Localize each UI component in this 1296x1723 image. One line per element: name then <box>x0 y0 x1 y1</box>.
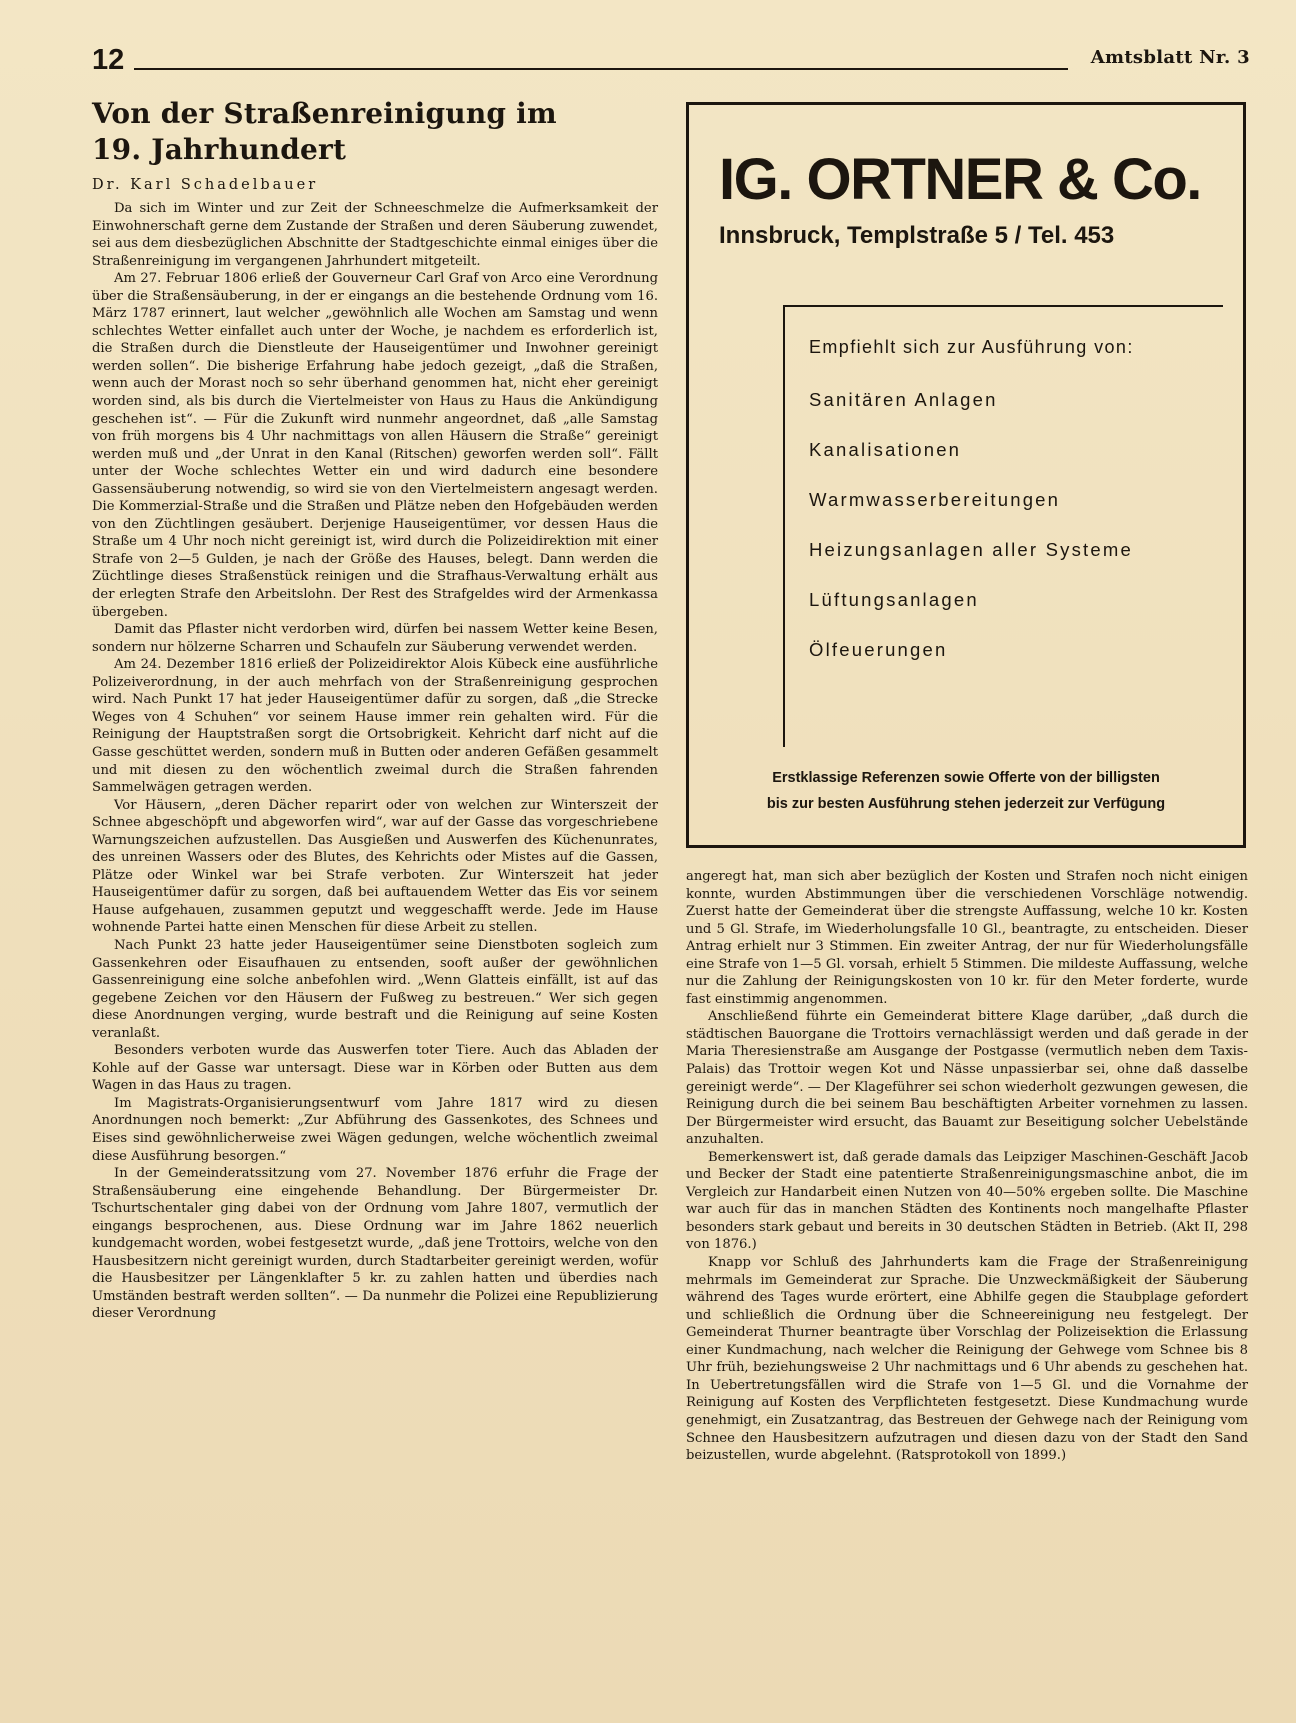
ad-address: Innsbruck, Templstraße 5 / Tel. 453 <box>719 222 1115 249</box>
article-paragraph: Anschließend führte ein Gemeinderat bittere Klage darüber, „daß durch die städtischen Bauorgane die Trottoirs vernachlässigt werden und daß gerade in der Maria Theresienstraße am Ausgange der Postgasse (vermutlich neben dem Taxis-Palais) das Trottoir wegen Kot und Nässe unpassierbar sei, ohne daß dasselbe gereinigt werde“. — Der Klageführer sei schon wiederholt gezwungen gewesen, die Reinigung durch die bei seinem Bau beschäftigten Arbeiter vornehmen zu lassen. Der Bürgermeister wird ersucht, das Bauamt zur Beseitigung solcher Uebelstände anzuhalten. <box>686 1009 1248 1148</box>
article-paragraph: Bemerkenswert ist, daß gerade damals das Leipziger Maschinen-Geschäft Jacob und Becker der Stadt eine patentierte Straßenreinigungsmaschine anbot, die im Vergleich zur Handarbeit einen Nutzen von 40—50% ergeben sollte. Die Maschine war auch für das in manchen Städten des Kontinents noch mangelhafte Pflaster besonders stark gebaut und bereits in 30 deutschen Städten in Betrieb. (Akt II, 298 von 1876.) <box>686 1149 1248 1253</box>
ad-service-item: Warmwasserbereitungen <box>809 489 1061 510</box>
ad-service-item: Heizungsanlagen aller Systeme <box>809 539 1133 560</box>
article-paragraph: Am 24. Dezember 1816 erließ der Polizeidirektor Alois Kübeck eine ausführliche Polizeiverordnung, in der auch mehrfach von der Straßenreinigung gesprochen wird. Nach Punkt 17 hat jeder Hauseigentümer dafür zu sorgen, daß „die Strecke Weges von 4 Schuhen“ vor seinem Hause immer rein gehalten wird. Für die Reinigung der Hauptstraßen sorgt die Ortsobrigkeit. Kehricht darf nicht auf die Gasse geschüttet werden, sondern muß in Butten oder anderen Gefäßen gesammelt und mit diesen zu den wöchentlich zweimal durch die Straßen fahrenden Sammelwägen getragen werden. <box>92 657 658 796</box>
article-paragraph: Vor Häusern, „deren Dächer reparirt oder von welchen zur Winterszeit der Schnee abgeschöpft und abgeworfen wird“, war auf der Gasse das vorgeschriebene Warnungszeichen aufzustellen. Das Ausgießen und Auswerfen des Küchenunrates, des unreinen Wassers oder des Blutes, des Kehrichts oder Mistes auf die Gassen, Plätze oder Winkel war bei Strafe verboten. Zur Winterszeit hat jeder Hauseigentümer dafür zu sorgen, daß bei auftauendem Wetter das Eis vor seinem Hause aufgehauen, zusammen geputzt und weggeschafft werde. Jede im Hause wohnende Partei hatte einen Menschen für diese Arbeit zu stellen. <box>92 797 658 936</box>
article-paragraph: In der Gemeinderatssitzung vom 27. November 1876 erfuhr die Frage der Straßensäuberung eine eingehende Behandlung. Der Bürgermeister Dr. Tschurtschentaler ging dabei von der Ordnung vom Jahre 1807, vermutlich der eingangs besprochenen, aus. Diese Ordnung war im Jahre 1862 neuerlich kundgemacht worden, wobei festgesetzt wurde, „daß jene Trottoirs, welche von den Hausbesitzern nicht gereinigt wurden, durch Stadtarbeiter gereinigt werden, wofür die Hausbesitzer per Längenklafter 5 kr. zu zahlen hatten und überdies nach Umständen bestraft werden sollten“. — Da nunmehr die Polizei eine Republizierung dieser Verordnung <box>92 1166 658 1322</box>
ad-service-item: Kanalisationen <box>809 439 962 460</box>
article-paragraph: Nach Punkt 23 hatte jeder Hauseigentümer seine Dienstboten sogleich zum Gassenkehren oder Eisaufhauen zu entsenden, sooft außer der gewöhnlichen Gassenreinigung eine solche anbefohlen wird. „Wenn Glatteis einfällt, ist auf das gegebene Zeichen vor den Häusern der Fußweg zu bestreuen.“ Wer sich gegen diese Anordnungen verging, wurde bestraft und die Reinigung auf seine Kosten veranlaßt. <box>92 937 658 1041</box>
article-left-column <box>92 96 658 1323</box>
article-body-left <box>92 200 658 1323</box>
article-paragraph: Im Magistrats-Organisierungsentwurf vom Jahre 1817 wird zu diesen Anordnungen noch bemerkt: „Zur Abführung des Gassenkotes, des Schnees und Eises sind gewöhnlicherweise zwei Wägen gedungen, welche wöchentlich zweimal diese Ausführung besorgen.“ <box>92 1095 658 1164</box>
article-body-right <box>686 868 1248 1465</box>
article-title <box>92 96 658 168</box>
ad-company-name: IG. ORTNER & Co. <box>719 147 1201 212</box>
article-title-line-1: Von der Straßenreinigung im <box>92 97 557 130</box>
ad-service-item: Lüftungsanlagen <box>809 589 979 610</box>
page-number: 12 <box>92 44 125 76</box>
ad-intro: Empfiehlt sich zur Ausführung von: <box>809 337 1134 357</box>
article-title-line-2: 19. Jahrhundert <box>92 133 347 166</box>
article-paragraph: angeregt hat, man sich aber bezüglich der Kosten und Strafen noch nicht einigen konnte, wurden Abstimmungen über die verschiedenen Vorschläge notwendig. Zuerst hatte der Gemeinderat über die strengste Auffassung, welche 10 kr. Kosten und 5 Gl. Strafe, im Wiederholungsfalle 10 Gl., beantragte, zu entscheiden. Dieser Antrag erhielt nur 3 Stimmen. Ein zweiter Antrag, der nur für Wiederholungsfälle eine Strafe von 1—5 Gl. vorsah, erhielt 5 Stimmen. Die mildeste Auffassung, welche nur die Zahlung der Reinigungskosten von 10 kr. für den Meter forderte, wurde fast einstimmig angenommen. <box>686 869 1248 1007</box>
article-paragraph: Besonders verboten wurde das Auswerfen toter Tiere. Auch das Abladen der Kohle auf der Gasse war untersagt. Diese war in Körben oder Butten aus dem Wagen in das Haus zu tragen. <box>92 1043 658 1094</box>
page-header <box>92 44 1250 78</box>
article-author: Dr. Karl Schadelbauer <box>92 177 319 193</box>
article-paragraph: Am 27. Februar 1806 erließ der Gouverneur Carl Graf von Arco eine Verordnung über die Straßensäuberung, in der er eingangs an die bestehende Ordnung vom 16. März 1787 erinnert, laut welcher „gewöhnlich alle Wochen am Samstag und wenn schlechtes Wetter einfallet auch unter der Woche, je nachdem es erforderlich ist, die Straßen durch die Dienstleute der Hauseigentümer und Inwohner gereinigt werden sollen“. Die bisherige Erfahrung habe jedoch gezeigt, „daß die Straßen, wenn auch der Morast noch so sehr überhand genommen hat, nicht eher gereinigt worden sind, als bis durch die Viertelmeister von Haus zu Haus die Ankündigung geschehen ist“. — Für die Zukunft wird nunmehr angeordnet, daß „alle Samstag von früh morgens bis 4 Uhr nachmittags von allen Häusern die Straße“ gereinigt werden muß und „der Unrat in den Kanal (Ritschen) geworfen werden soll“. Fällt unter der Woche schlechtes Wetter ein und wird dadurch eine besondere Gassensäuberung notwendig, so wird sie von den Viertelmeistern angesagt werden. Die Kommerzial-Straße und die Straßen und Plätze neben den Hofgebäuden werden von den Züchtlingen gesäubert. Derjenige Hauseigentümer, vor dessen Haus die Straße um 4 Uhr noch nicht gereinigt ist, wird durch die Polizeidirektion mit einer Strafe von 2—5 Gulden, je nach der Größe des Hauses, belegt. Dann werden die Züchtlinge dieses Straßenstück reinigen und die Strafhaus-Verwaltung erhält aus der erlegten Strafe den Arbeitslohn. Der Rest des Strafgeldes wird der Armenkassa übergeben. <box>92 271 658 620</box>
article-paragraph: Knapp vor Schluß des Jahrhunderts kam die Frage der Straßenreinigung mehrmals im Gemeinderat zur Sprache. Die Unzweckmäßigkeit der Säuberung während des Tages wurde erörtert, eine Abhilfe gegen die Staubplage gefordert und schließlich die Ordnung über die Schneereinigung neu festgelegt. Der Gemeinderat Thurner beantragte über Vorschlag der Polizeisektion die Erlassung einer Kundmachung, nach welcher die Reinigung der Gehwege vom Schnee bis 8 Uhr früh, beziehungsweise 2 Uhr nachmittags und 6 Uhr abends zu geschehen hat. In Uebertretungsfällen wird die Strafe von 1—5 Gl. und die Vornahme der Reinigung auf Kosten des Verpflichteten festgesetzt. Diese Kundmachung wurde genehmigt, ein Zusatzantrag, das Bestreuen der Gehwege nach der Reinigung vom Schnee den Hausbesitzern aufzutragen und diesen dazu von der Stadt den Sand beizustellen, wurde abgelehnt. (Ratsprotokoll von 1899.) <box>686 1255 1248 1464</box>
ad-service-item: Sanitären Anlagen <box>809 389 998 410</box>
ad-service-item: Ölfeuerungen <box>809 639 948 660</box>
article-paragraph: Da sich im Winter und zur Zeit der Schneeschmelze die Aufmerksamkeit der Einwohnerschaft gerne dem Zustande der Straßen und deren Säuberung zuwendet, sei aus dem diesbezüglichen Abschnitte der Stadtgeschichte einmal einiges über die Straßenreinigung im vergangenen Jahrhundert mitgeteilt. <box>92 201 658 269</box>
ortner-advertisement <box>686 102 1246 848</box>
ad-services-box <box>783 305 1223 747</box>
ad-footer <box>709 765 1223 817</box>
publication-title: Amtsblatt Nr. 3 <box>1090 47 1250 68</box>
ad-footer-line-1: Erstklassige Referenzen sowie Offerte von der billigsten <box>772 770 1160 786</box>
ad-footer-line-2: bis zur besten Ausführung stehen jederzeit zur Verfügung <box>766 796 1166 812</box>
ad-services-list <box>809 387 1133 687</box>
header-rule <box>134 68 1068 70</box>
article-paragraph: Damit das Pflaster nicht verdorben wird, dürfen bei nassem Wetter keine Besen, sondern nur hölzerne Scharren und Schaufeln zur Säuberung verwendet werden. <box>92 622 658 655</box>
